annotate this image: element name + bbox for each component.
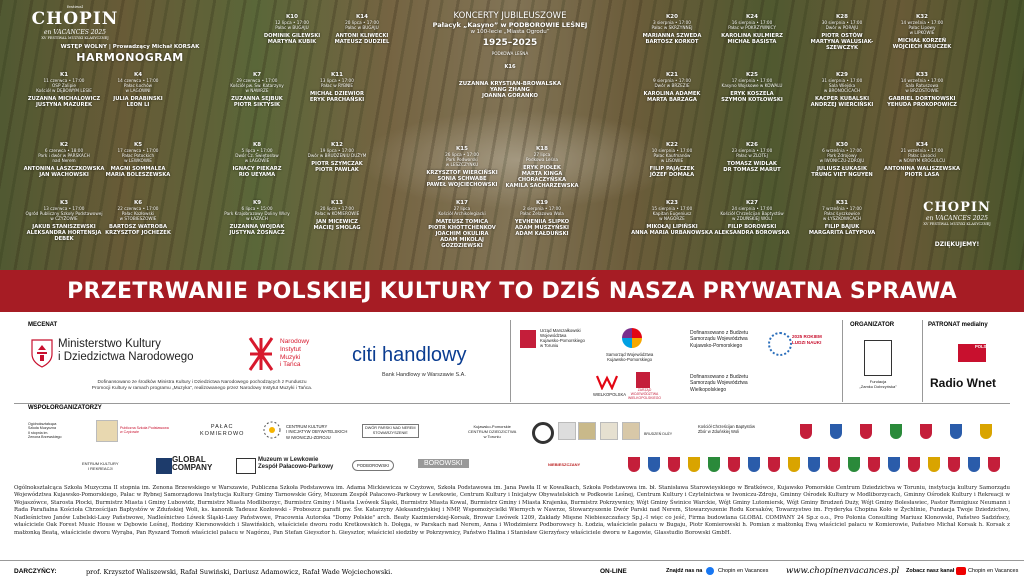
concert-info: 7 września • 17:00 Pałac Łyszkowice w ŁYSZKOWICACH bbox=[822, 206, 862, 221]
concert-number: K5 bbox=[133, 142, 143, 148]
concert-info: 14 czerwca • 17:00 Pałac Łochów w LAGOWNI bbox=[117, 78, 159, 93]
concert-number: K28 bbox=[836, 14, 848, 20]
performer-names: BARTOSZ WATROBA KRZYSZTOF JOCHEZEK bbox=[105, 224, 171, 236]
concert-cell bbox=[420, 146, 504, 188]
concert-cell bbox=[630, 72, 714, 103]
concert-number: K17 bbox=[456, 200, 468, 206]
concert-info: 27 lipca Podkowa Leśna bbox=[526, 152, 558, 162]
co-org-muzeum-lewkow: Muzeum w Lewkowie Zespół Pałacowo-Parkowy bbox=[258, 457, 334, 471]
co-org-brudzen: BRUDZEŃ DUŻY bbox=[644, 432, 673, 436]
performer-names: MATEUSZ TOMICA PIOTR KHOTTCHENKOV JOACHIM OKULIRA ADAM MIKOLAJ GOZDZIEWSKI bbox=[428, 219, 496, 249]
municipal-crest-icon bbox=[688, 457, 700, 472]
performer-names: PIOTR SZYMCZAK PIOTR PAWLAK bbox=[311, 161, 363, 173]
concert-number: K10 bbox=[286, 14, 298, 20]
concert-info: 3 sierpnia • 17:00 Pałac w SKRZYNNEJ bbox=[651, 20, 693, 30]
concert-number: K22 bbox=[666, 142, 678, 148]
municipal-crest-icon bbox=[988, 457, 1000, 472]
festival-logo-right: CHOPIN en VACANCES 2025 XV FESTIWAL MUZYKI KLASYCZNEJ bbox=[923, 200, 991, 226]
municipal-crest-icon bbox=[848, 457, 860, 472]
concert-number: K24 bbox=[746, 14, 758, 20]
concert-number: K6 bbox=[133, 200, 143, 206]
school-photo-icon bbox=[96, 420, 118, 442]
co-org-dwor-parski: DWÓR PARSKI NAD NEREM STOWARZYSZENIE bbox=[362, 424, 419, 438]
concert-info: 22 czerwca • 17:00 Pałac Kozłowski w STOBIESZOWIE bbox=[117, 206, 159, 221]
concert-cell bbox=[22, 72, 106, 108]
concert-cell bbox=[800, 200, 884, 236]
concert-cell bbox=[295, 72, 379, 103]
radio-wnet-logo: Radio Wnet bbox=[930, 376, 996, 390]
performer-names: ZUZANNA WOJDAK JUSTYNA ŻOSNACZ bbox=[229, 224, 285, 236]
nimit-logo-icon bbox=[248, 336, 274, 372]
performer-names: MICHAŁ KORZEŃ WOJCIECH KRUCZEK bbox=[892, 38, 952, 50]
nimit-logo-text: Narodowy Instytut Muzyki i Tańca bbox=[280, 338, 310, 369]
concert-cell bbox=[630, 200, 714, 236]
concert-number: K34 bbox=[916, 142, 928, 148]
concert-number: K14 bbox=[356, 14, 368, 20]
partner-logo-icon bbox=[622, 422, 640, 440]
organizer-foundation: Fundacja „Zamku Dobrzyńska” bbox=[859, 379, 897, 389]
star-logo-icon bbox=[262, 420, 282, 440]
donors-label: DARCZYŃCY: bbox=[14, 568, 57, 575]
concert-number: K30 bbox=[836, 142, 848, 148]
performer-names: JAKUB STANISZEWSKI ALEKSANDRA HORTENSJA DEBEK bbox=[26, 224, 102, 242]
kujawy-funding-text: Dofinansowano z Budżetu Samorządu Województwa Kujawsko-Pomorskiego bbox=[690, 330, 749, 349]
performer-names: KAROLINA KULMIERZ MICHAŁ BASISTA bbox=[721, 33, 783, 45]
co-org-podborowski: PODBOROWSKI bbox=[352, 460, 394, 471]
performer-names: JULIA DRABINSKI LEON LI bbox=[113, 96, 163, 108]
schedule-title: HARMONOGRAM bbox=[76, 51, 184, 64]
concert-info: 20 lipca • 17:00 Pałac w KOMIEROWIE bbox=[314, 206, 360, 216]
concert-number: K7 bbox=[252, 72, 262, 78]
co-organizers-label: WSPÓŁORGANIZATORZY bbox=[28, 405, 102, 411]
concert-info: 17 sierpnia • 17:00 Kasyno Wojskowe w KOWALU bbox=[721, 78, 783, 88]
concert-number: K1 bbox=[59, 72, 69, 78]
municipal-crest-icon bbox=[948, 457, 960, 472]
concert-info: 9 sierpnia • 17:00 Dwór w BRZEZIE bbox=[653, 78, 691, 88]
performer-names: JAN MICEWICZ MACIEJ SMOLAG bbox=[313, 219, 361, 231]
concert-cell bbox=[880, 72, 964, 108]
concert-cell bbox=[710, 142, 794, 173]
mecenat-label: MECENAT bbox=[28, 322, 58, 328]
municipal-crest-icon bbox=[890, 424, 902, 439]
ministry-logo-text: Ministerstwo Kultury i Dziedzictwa Narodowego bbox=[58, 338, 194, 364]
concert-number: K29 bbox=[836, 72, 848, 78]
concert-info: 26 lipca • 17:00 Park Podworski w LESZCZYNKU bbox=[445, 152, 479, 167]
concert-cell bbox=[96, 72, 180, 108]
bottom-bar bbox=[0, 560, 1024, 583]
wlkp-crest-icon bbox=[636, 372, 650, 388]
concert-info: 10 sierpnia • 17:00 Pałac Kaufmanów w LISOWIE bbox=[651, 148, 693, 163]
performer-names: ANTONINA LASZCZKOWSKA JAN WACHOWSKI bbox=[23, 166, 105, 178]
concert-number: K12 bbox=[331, 142, 343, 148]
youtube-link[interactable]: Chopin en Vacances bbox=[968, 568, 1019, 574]
concert-info: 6 lipca • 15:00 Park Krajobrazowy Doliny Wkry w ŁAZACH bbox=[224, 206, 290, 221]
concert-number: K26 bbox=[746, 142, 758, 148]
municipal-crest-icon bbox=[628, 457, 640, 472]
performer-names: MICHAŁ DZIEWIOR ERYK PARCHAŃSKI bbox=[309, 91, 365, 103]
concert-number: K33 bbox=[916, 72, 928, 78]
wlkp-funding-text: Dofinansowano z Budżetu Samorządu Województwa Wielkopolskiego bbox=[690, 374, 749, 393]
co-org-global-company: GLOBAL COMPANY bbox=[172, 455, 213, 473]
co-org-czyzow-school: Publiczna Szkoła Podstawowa w Czyżowie bbox=[120, 426, 169, 435]
concert-cell bbox=[880, 14, 964, 50]
rdc-text: POLSKIE RADIO RDC bbox=[974, 344, 1008, 356]
concert-cell bbox=[710, 72, 794, 103]
partner-logo-icon bbox=[600, 422, 618, 440]
municipal-crest-icon bbox=[950, 424, 962, 439]
year-of-science-text: 2025 ROKIEM LUDZI NAUKI bbox=[792, 334, 822, 345]
concert-cell bbox=[710, 200, 794, 236]
municipal-crest-icon bbox=[788, 457, 800, 472]
performer-names: ERYK KOSZELA SZYMON KOTŁOWSKI bbox=[721, 91, 783, 103]
festival-logo: festiwal CHOPIN en VACANCES 2025 XV FESTIWAL MUZYKI KLASYCZNEJ bbox=[31, 4, 119, 40]
concert-number: K27 bbox=[746, 200, 758, 206]
entry-info: WSTĘP WOLNY | Prowadzący Michał KORSAK bbox=[60, 44, 200, 50]
concert-info: 16 sierpnia • 17:00 Pałac w POKRZYWNICY bbox=[728, 20, 776, 30]
performer-names: KRZYSZTOF WIERCIŃSKI SONIA SCHWABE PAWEŁ WOJCIECHOWSKI bbox=[426, 170, 498, 188]
performer-names: ZUZANNA MICHALOWICZ JUSTYNA MAZUREK bbox=[27, 96, 101, 108]
concert-number: K19 bbox=[536, 200, 548, 206]
concert-cell bbox=[710, 14, 794, 45]
concert-info: 15 sierpnia • 17:00 Kapitan Eugeniusz w NAGÓRZE bbox=[651, 206, 693, 221]
municipal-crest-icon bbox=[968, 457, 980, 472]
concert-number: K23 bbox=[666, 200, 678, 206]
wielkopolska-text: WIELKOPOLSKA bbox=[593, 392, 627, 397]
facebook-icon[interactable] bbox=[706, 567, 714, 575]
concert-number: K25 bbox=[746, 72, 758, 78]
kujawy-crest-icon bbox=[520, 330, 536, 348]
concert-info: 31 sierpnia • 17:00 Sala Wiejska w BRONOCICACH bbox=[821, 78, 863, 93]
municipal-crest-icon bbox=[800, 424, 812, 439]
concert-info: 13 czerwca • 17:00 Ogród Publiczny Szkoły Podstawowej w CZYŻOWIE bbox=[25, 206, 103, 221]
co-org-palac-komierowo: PAŁAC KOMIEROWO bbox=[200, 424, 245, 438]
concert-cell bbox=[96, 200, 180, 236]
concert-info: 2 sierpnia • 17:00 Pałac Żelazowa Wola bbox=[520, 206, 564, 216]
concert-info: 23 sierpnia • 17:00 Pałac w ZLOTEJ bbox=[731, 148, 773, 158]
performer-names: ZUZANNA SEJBUK PIOTR SIKTYSIK bbox=[231, 96, 283, 108]
concert-info: 6 września • 17:00 Park Zdrojowy w IWONICZU-ZDROJU bbox=[819, 148, 865, 163]
concert-info: 29 czerwca • 17:00 Kościół pw. Św. Katarzyny w NAWRZE bbox=[230, 78, 284, 93]
media-patron-label: PATRONAT medialny bbox=[928, 322, 988, 328]
global-company-icon bbox=[156, 458, 172, 474]
concert-info: 21 września • 17:00 Pałac Lasocki w NOWYM KROGULCU bbox=[898, 148, 946, 163]
concert-info: 17 czerwca • 17:00 Pałac Potockich w LEWKOWIE bbox=[117, 148, 159, 163]
co-org-centrum-kultury: CENTRUM KULTURY I INICJATYW OBYWATELSKICH W IWONICZU-ZDROJU bbox=[286, 424, 348, 440]
co-org-borowski: BOROWSKI bbox=[418, 459, 469, 468]
performer-names: JULIUSZ ŁUKASIK TRUNG VIET NGUYEN bbox=[811, 166, 873, 178]
concert-cell bbox=[800, 142, 884, 178]
municipal-crest-icon bbox=[808, 457, 820, 472]
performer-names: ANTONI KLIWECKI MATEUSZ DUDZIEL bbox=[334, 33, 390, 45]
concert-cell bbox=[215, 200, 299, 236]
performer-names: FILIP BOROWSKI ALEKSANDRA BOROWSKA bbox=[714, 224, 790, 236]
concert-number: K15 bbox=[456, 146, 468, 152]
wielkopolska-logo-icon bbox=[596, 374, 618, 390]
poster-header bbox=[0, 0, 1024, 270]
zarzad-wlkp-text: ZARZĄD WOJEWÓDZTWA WIELKOPOLSKIEGO bbox=[628, 388, 661, 401]
performer-names: IGNACY PIEKARZ RIO UEYAMA bbox=[232, 166, 282, 178]
municipal-crest-icon bbox=[768, 457, 780, 472]
concert-cell bbox=[800, 72, 884, 108]
municipal-crest-icon bbox=[830, 424, 842, 439]
concert-info: 19 lipca • 17:00 Dwór w BRUDZENIU DUŻYM bbox=[307, 148, 367, 158]
concert-cell bbox=[295, 200, 379, 231]
organizer-label: ORGANIZATOR bbox=[850, 322, 895, 328]
concert-number: K3 bbox=[59, 200, 69, 206]
performer-names: KACPER KUBALSKI ANDRZEJ WIERCIŃSKI bbox=[810, 96, 874, 108]
municipal-crest-icon bbox=[928, 457, 940, 472]
performer-names: GABRIEL DORTNOWSKI YEHUDA PROKOPOWICZ bbox=[887, 96, 957, 108]
performer-names: FILIP PAJĄCZEK JÓZEF DOMAŁA bbox=[649, 166, 695, 178]
performer-names: TOMASZ WIDLAK DR TOMASZ MARUT bbox=[723, 161, 781, 173]
funding-note: Dofinansowano ze środków Ministra Kultury i Dziedzictwa Narodowego pochodzących z Funduszu Promocji Kultury w ramach programu „Muzyka”, realizowanego przez Narodowy Instytut Muzyki i Tańca. bbox=[91, 380, 313, 392]
co-org-music-school: Ogólnokształcąca Szkoła Muzyczna II stopnia im. Zenona Brzewskiego bbox=[28, 422, 62, 439]
concert-cell bbox=[96, 142, 180, 178]
performer-names: PIOTR OSTÓW MARTYNA WALUSIAK-SZEWCZYK bbox=[810, 33, 874, 51]
concert-number: K18 bbox=[536, 146, 548, 152]
year-of-science-icon bbox=[768, 332, 792, 356]
concert-number: K8 bbox=[252, 142, 262, 148]
performer-names: YEVHENIIA SLIPKO ADAM MUSZYŃSKI ADAM KAŁDUŃSKI bbox=[514, 219, 570, 237]
concert-info: 6 czerwca • 18:00 Park i dwór w PARSKACH nad Nerem bbox=[38, 148, 90, 163]
concert-number: K13 bbox=[331, 200, 343, 206]
concert-info: 20 lipca • 17:00 Pałac w BUGAJU bbox=[345, 20, 379, 30]
concert-cell bbox=[22, 142, 106, 178]
municipal-crest-icon bbox=[668, 457, 680, 472]
performer-names: MARIANNA SZWEDA BARTOSZ KORKOT bbox=[642, 33, 702, 45]
concert-cell bbox=[215, 142, 299, 178]
concert-info: 14 września • 17:00 Pałac Lipowy w LIPKOWIE bbox=[900, 20, 944, 35]
concert-info: 27 lipca Kościół Archikolegiacki bbox=[438, 206, 486, 216]
concert-info: 11 czerwca • 17:00 OSP Zalipie Kościół w DĘBOWYM LESIE bbox=[36, 78, 92, 93]
municipal-crest-icon bbox=[888, 457, 900, 472]
find-us-label: Znajdź nas na bbox=[666, 568, 703, 574]
municipal-crest-icon bbox=[648, 457, 660, 472]
partners-text: Ogólnokształcąca Szkoła Muzyczna II stopnia im. Zenona Brzewskiego w Warszawie, Publiczna Szkoła Podstawowa im. Adama Mickiewicza w Czyżowe, Szkoła Podstawowa im. Jana Pawła II w Kowalkach, Szkoła Podstawowa im. bł. Stanisława Starowieyskiego w Bratkówce, Kujawsko Pomorskie Centrum Dziedzictwa w Toruniu, instytucja kultury Samorządu Województwa Kujawsko-Pomorskiego, Pałac w Rybnej Samorządowa Instytucja Kultury Gminy Tarnowskie Góry, Muzeum Zespół Pałacowo-Parkowy w Lewkowie, Centrum Kultury i Inicjatyw Obywatelskich w Podkowie Leśnej, Centrum Kultury i Czytelnictwa w Iwoniczu-Zdroju, Gminny Ośrodek Kultury w Modliborzycach, Gminny Ośrodek Kultury i Rekreacji w Wojaszówce, Starosta Płocki, Burmistrz Miasta i Gminy Lubowidz, Burmistrz Miasta Modliborzyc, Burmistrz Gminy i Miasta Lwówek Śląski, Burmistrz Miasta Kowal, Burmistrz Gminy i Miasta Krajenka, Burmistrz Pokrzywnicy, Wójt Gminy Świnice Warckie, Wójt Gminy Lutomiersk, Wójt Gminy Brudzeń Duży, Wójt Gminy Bolesławiec, Pastor Remigiusz Neumann i Rada Parafialna Kościoła Chrześcijan Baptystów w Zduńskiej Woli, ks. kanonik Tadeusz Kozłowski - Proboszcz parafii pw. Św. Katarzyny Aleksandryjskiej i NMP, Wspomożycielki Wiernych w Nawrze, Stowarzyszenie Dwór Parski nad Nerem, Stowarzyszenie Rodu Korsaków, Towarzystwo im. Fryderyka Chopina Koło w Żychlinie, Fundacja Twoje Dziedzictwo, Nadleśnictwo Janów Lubelski-Lasy Państwowe, Nadleśnictwo Lówek Śląski-Lasy Państwowe, Pracownia Autorska "Domy Polskie" arch. Beaty Kazimierskiej-Korsak, Browar Lwówek 1209, Zakłady Mięsne Niebieszczańscy Sp.j.-I więc co jeść, Firma budowlana GLOBAL COMPANY 24 Sp.z o.o., Pro Polonia Consulting Mariusz Klonowski, Państwo Sadzińscy, właściciele Oak Forest Music House w Dębowie Leśnej, Rodziny Kiersnowskich i Sławińskich, właściciele dworu rodu Kretkowskich h. Dołęga, w Parskach nad Nerem, Anna i Włodzimierz Podborowscy h. Łodzia, właściciele pałacu w Bugaju, Piotr Komierowski h. Pomian z małżonką Ewą właściciel pałacu w Komierowie, Państwo Michał Korsak h. Korsak z małżonką Beatą, właściciele dworu Wyrąba, Pan Ryszard Tomoń właściciel pałacu w Nagórzu, Pan Stefan Gieysztor h. Gieysztor, właściciel siedziby w Pokrzywnicy, Państwo Halina i Stanisław Gierzyńscy właściciele dworu w Łagowie, Glasstudio Borowski GmbH. bbox=[14, 485, 1010, 536]
municipal-crest-icon bbox=[860, 424, 872, 439]
center-header: KONCERTY JUBILEUSZOWE Pałacyk „Kasyno” w PODBOROWIE LEŚNEJ w 100-lecie „Miasta Ogrodu” 1925–2025 PODKOWA LEŚNA K16 ZUZANNA KRYSTIAN-BROWALSKA YANG ZHANG JOANNA GORANKO bbox=[432, 11, 588, 100]
co-org-centrum-rekreacji: ENTRUM KULTURY I REKREACJI bbox=[82, 461, 119, 471]
performer-names: KAROLINA ADAMEK MARTA BARZAGA bbox=[643, 91, 701, 103]
concert-cell bbox=[215, 72, 299, 108]
concert-number: K9 bbox=[252, 200, 262, 206]
concert-number: K20 bbox=[666, 14, 678, 20]
municipal-crest-icon bbox=[748, 457, 760, 472]
thanks-text: DZIĘKUJEMY! bbox=[934, 241, 980, 248]
performer-names: MAGNI SOMMALEA MARIA BOLESZEWSKA bbox=[105, 166, 171, 178]
website-link[interactable]: www.chopinenvacances.pl bbox=[786, 566, 900, 576]
concert-number: K2 bbox=[59, 142, 69, 148]
kpcd-logo-icon bbox=[532, 422, 554, 444]
performer-names: MIKOŁAJ LIPIŃSKI ANNA MARIA URBANOWSKA bbox=[631, 224, 713, 236]
facebook-link[interactable]: Chopin en Vacances bbox=[718, 568, 769, 574]
kujawy-samorzad-text: Samorząd Województwa Kujawsko-Pomorskiego bbox=[606, 352, 654, 363]
urzad-logo-text: Urząd Marszałkowski Województwa Kujawsko-Pomorskiego w Toruniu bbox=[540, 328, 585, 349]
co-org-kp-centrum: Kujawsko-Pomorskie CENTRUM DZIEDZICTWA w Toruniu bbox=[468, 424, 517, 439]
co-org-niebieszczany: NIEBIESZCZANY bbox=[548, 462, 581, 467]
partner-logo-icon bbox=[578, 422, 596, 440]
citi-subtitle: Bank Handlowy w Warszawie S.A. bbox=[382, 372, 466, 378]
concert-number: K31 bbox=[836, 200, 848, 206]
concert-info: 5 lipca • 17:00 Dwór Cz. Świętosław w LAGOWIE bbox=[235, 148, 279, 163]
municipal-crest-icon bbox=[908, 457, 920, 472]
concert-cell bbox=[500, 200, 584, 237]
performer-names: DOMINIK GILEWSKI MARTYNA KUBIK bbox=[263, 33, 321, 45]
slogan-banner: PRZETRWANIE POLSKIEJ KULTURY TO DZIŚ NASZA PRYWATNA SPRAWA bbox=[0, 270, 1024, 312]
ministry-emblem-icon bbox=[30, 338, 54, 368]
concert-cell bbox=[500, 146, 584, 189]
municipal-crest-icon bbox=[708, 457, 720, 472]
performer-names: FILIP BAJUK MARGARITA LATYPOVA bbox=[808, 224, 876, 236]
concert-cell bbox=[295, 142, 379, 173]
municipal-crest-icon bbox=[828, 457, 840, 472]
concert-cell bbox=[800, 14, 884, 51]
donors-names: prof. Krzysztof Waliszewski, Rafał Suwiński, Dariusz Adamowicz, Rafał Wade Wojciechowski. bbox=[86, 568, 393, 576]
online-label: ON-LINE bbox=[600, 568, 627, 575]
municipal-crest-icon bbox=[980, 424, 992, 439]
kujawy-pomorze-icon bbox=[622, 328, 642, 348]
concert-cell bbox=[320, 14, 404, 45]
youtube-icon[interactable] bbox=[956, 567, 966, 575]
performer-names: ERYK PIOŁEK MARTA KINGA CHORACZYŃSKA KAMILA SACHARZEWSKA bbox=[505, 165, 579, 189]
concert-cell bbox=[880, 142, 964, 178]
municipal-crest-icon bbox=[728, 457, 740, 472]
see-channel-label: Zobacz nasz kanał bbox=[906, 568, 955, 574]
co-org-baptist-church: Kościół Chrześcijan Baptystów Zbór w Zduńskiej Woli bbox=[698, 424, 756, 435]
concert-cell bbox=[630, 14, 714, 45]
concert-number: K11 bbox=[331, 72, 343, 78]
municipal-crest-icon bbox=[920, 424, 932, 439]
concert-info: 14 września • 17:00 Sala Ratuszowa w BRZOSTOWIE bbox=[900, 78, 944, 93]
castle-logo-icon bbox=[864, 340, 892, 376]
concert-cell bbox=[22, 200, 106, 242]
performer-names: ANTONINA WALISZEWSKA PIOTR LASA bbox=[883, 166, 960, 178]
concert-number: K4 bbox=[133, 72, 143, 78]
partner-logo-icon bbox=[558, 422, 576, 440]
museum-building-icon bbox=[236, 458, 256, 474]
concert-cell bbox=[420, 200, 504, 249]
concert-info: 24 sierpnia • 17:00 Kościół Chrześcijan Baptystów w ZDUŃSKIEJ WOLI bbox=[720, 206, 784, 221]
concert-info: 30 sierpnia • 17:00 Dwór w PORAJU bbox=[821, 20, 863, 30]
concert-cell bbox=[630, 142, 714, 178]
concert-info: 13 lipca • 17:00 Pałac w RYBNIE bbox=[320, 78, 354, 88]
concert-number: K32 bbox=[916, 14, 928, 20]
citi-handlowy-logo: citi handlowy bbox=[352, 344, 467, 366]
municipal-crest-icon bbox=[868, 457, 880, 472]
concert-number: K21 bbox=[666, 72, 678, 78]
concert-info: 12 lipca • 17:00 Pałac w BUGAJU bbox=[275, 20, 309, 30]
